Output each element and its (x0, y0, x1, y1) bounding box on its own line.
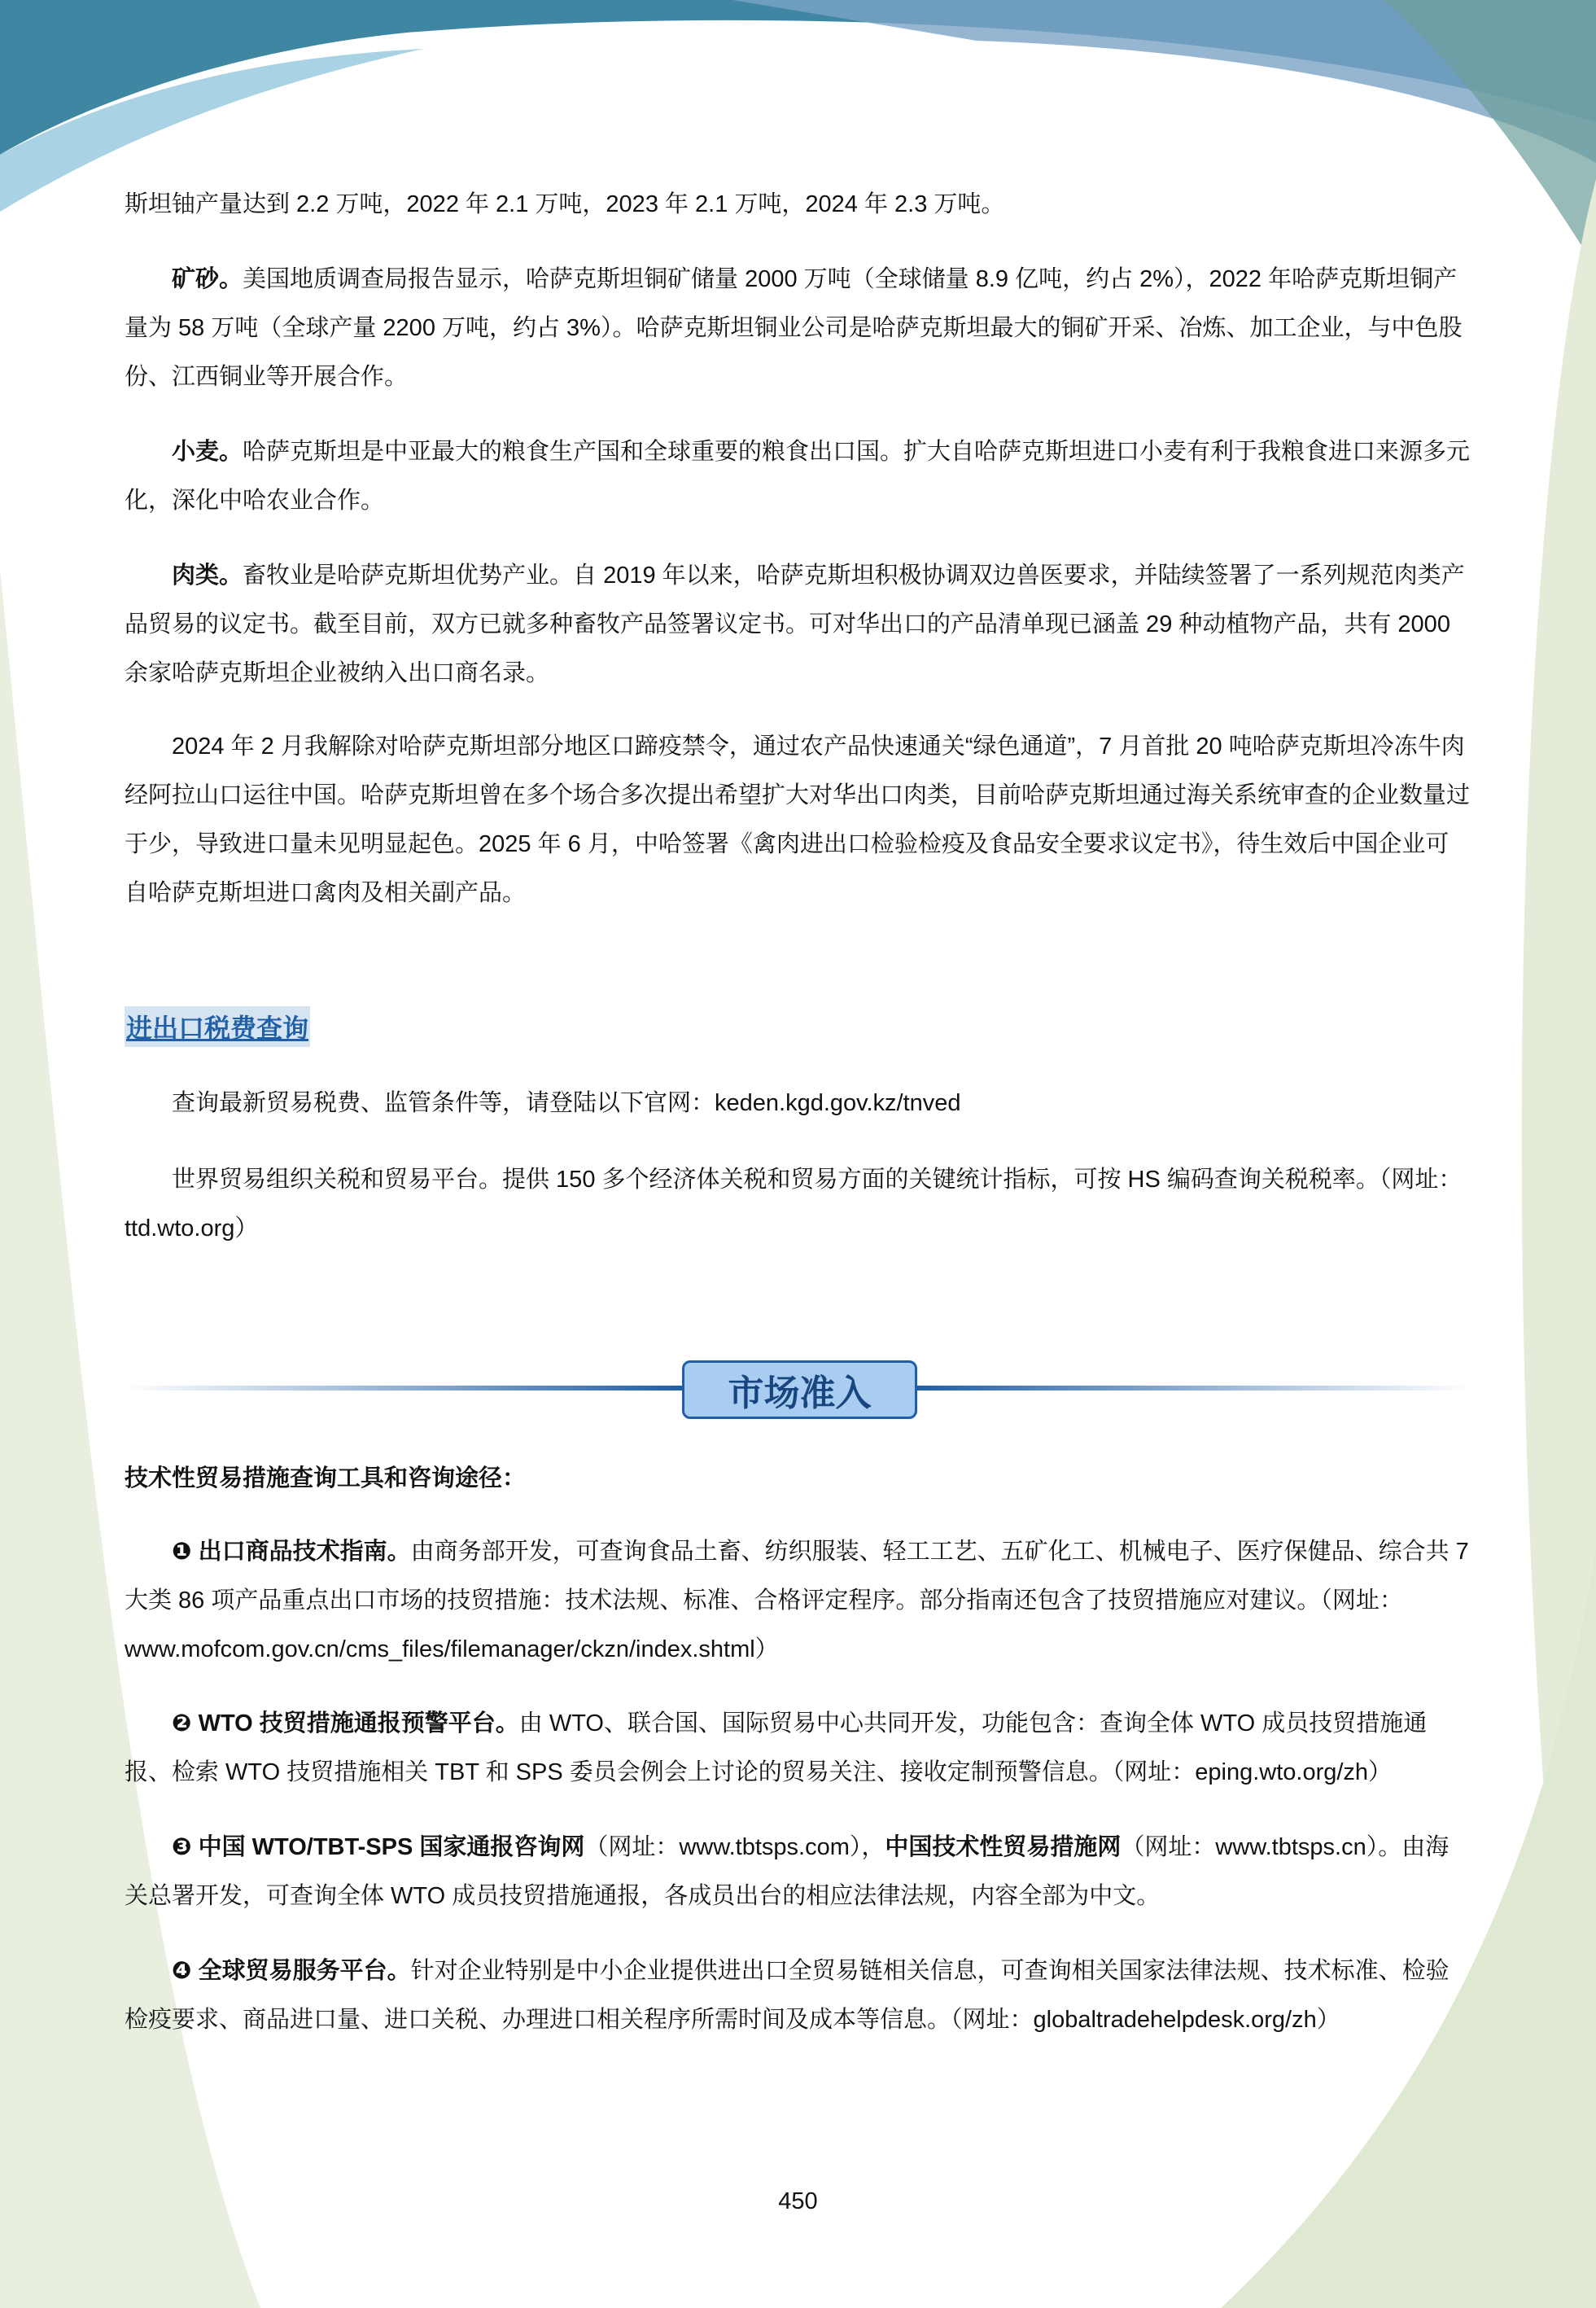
tariff-query-line1: 查询最新贸易税费、监管条件等，请登陆以下官网：keden.kgd.gov.kz/tnved (172, 1090, 961, 1116)
ore-lead: 矿砂。 (172, 266, 243, 292)
tool-item-2-lead: ❷ WTO 技贸措施通报预警平台。 (172, 1710, 519, 1736)
meat-text: 畜牧业是哈萨克斯坦优势产业。自 2019 年以来，哈萨克斯坦积极协调双边兽医要求，并陆续签署了一系列规范肉类产品贸易的议定书。截至目前，双方已就多种畜牧产品签署议定书。可对华出口的产品清单现已涵盖 29 种动植物产品，共有 2000 余家哈萨克斯坦企业被纳入出口商名录。 (125, 563, 1465, 686)
tool-item-4-text: 针对企业特别是中小企业提供进出口全贸易链相关信息，可查询相关国家法律法规、技术标准、检验检疫要求、商品进口量、进口关税、办理进口相关程序所需时间及成本等信息。（网址：globaltradehelpdesk.org/zh） (125, 1958, 1450, 2033)
ore-text: 美国地质调查局报告显示，哈萨克斯坦铜矿储量 2000 万吨（全球储量 8.9 亿吨，约占 2%），2022 年哈萨克斯坦铜产量为 58 万吨（全球产量 2200 万吨，约占 3%）。哈萨克斯坦铜业公司是哈萨克斯坦最大的铜矿开采、冶炼、加工企业，与中色股份、江西铜业等开展合作。 (125, 266, 1463, 390)
wheat-paragraph (125, 427, 1471, 525)
tool-item-4-lead: ❹ 全球贸易服务平台。 (172, 1958, 411, 1984)
tool-item-1-lead: ❶ 出口商品技术指南。 (172, 1539, 411, 1565)
meat-paragraph (125, 551, 1471, 698)
ore-paragraph (125, 255, 1471, 401)
meat-lead: 肉类。 (172, 563, 243, 589)
meat-access-paragraph: 2024 年 2 月我解除对哈萨克斯坦部分地区口蹄疫禁令，通过农产品快速通关“绿色通道”，7 月首批 20 吨哈萨克斯坦冷冻牛肉经阿拉山口运往中国。哈萨克斯坦曾在多个场合多次提出希望扩大对华出口肉类，目前哈萨克斯坦通过海关系统审查的企业数量过于少，导致进口量未见明显起色。2025 年 6 月，中哈签署《禽肉进出口检验检疫及食品安全要求议定书》，待生效后中国企业可自哈萨克斯坦进口禽肉及相关副产品。 (125, 734, 1471, 906)
page-number: 450 (778, 2188, 818, 2214)
tool-item-4 (125, 1947, 1471, 2044)
tool-item-3-lead2: 中国技术性贸易措施网 (885, 1834, 1122, 1860)
tbt-tools-subheading: 技术性贸易措施查询工具和咨询途径： (125, 1465, 527, 1491)
tool-item-1-text: 由商务部开发，可查询食品土畜、纺织服装、轻工工艺、五矿化工、机械电子、医疗保健品、综合共 7 大类 86 项产品重点出口市场的技贸措施：技术法规、标准、合格评定程序。部分指南还包含了技贸措施应对建议。（网址：www.mofcom.gov.cn/cms_files/filemanager/ckzn/index.shtml） (125, 1539, 1469, 1662)
banner-line-left (125, 1386, 682, 1390)
wheat-lead: 小麦。 (172, 439, 243, 465)
tool-item-3-text: 由海关总署开发，可查询全体 WTO 成员技贸措施通报，各成员出台的相应法律法规，内容全部为中文。 (125, 1834, 1450, 1909)
market-access-banner: 市场准入 (682, 1360, 917, 1419)
wheat-text: 哈萨克斯坦是中亚最大的粮食生产国和全球重要的粮食出口国。扩大自哈萨克斯坦进口小麦有利于我粮食进口来源多元化，深化中哈农业合作。 (125, 439, 1471, 514)
tool-item-3-lead: ❸ 中国 WTO/TBT-SPS 国家通报咨询网 (172, 1834, 585, 1860)
tariff-query-heading[interactable]: 进出口税费查询 (125, 1006, 310, 1047)
uranium-paragraph-tail: 斯坦铀产量达到 2.2 万吨，2022 年 2.1 万吨，2023 年 2.1 万吨，2024 年 2.3 万吨。 (125, 191, 1005, 217)
banner-line-right (916, 1386, 1471, 1390)
tool-item-2 (125, 1699, 1471, 1797)
tool-item-3 (125, 1823, 1471, 1920)
tool-item-2-text: 由 WTO、联合国、国际贸易中心共同开发，功能包含：查询全体 WTO 成员技贸措施通报、检索 WTO 技贸措施相关 TBT 和 SPS 委员会例会上讨论的贸易关注、接收定制预警信息。（网址：eping.wto.org/zh） (125, 1710, 1428, 1785)
tool-item-3-tail: （网址：www.tbtsps.cn）。 (1121, 1834, 1402, 1860)
tariff-query-line2: 世界贸易组织关税和贸易平台。提供 150 多个经济体关税和贸易方面的关键统计指标，可按 HS 编码查询关税税率。（网址：ttd.wto.org） (125, 1167, 1463, 1242)
tool-item-1 (125, 1527, 1471, 1674)
tool-item-3-mid: （网址：www.tbtsps.com）， (584, 1834, 885, 1860)
